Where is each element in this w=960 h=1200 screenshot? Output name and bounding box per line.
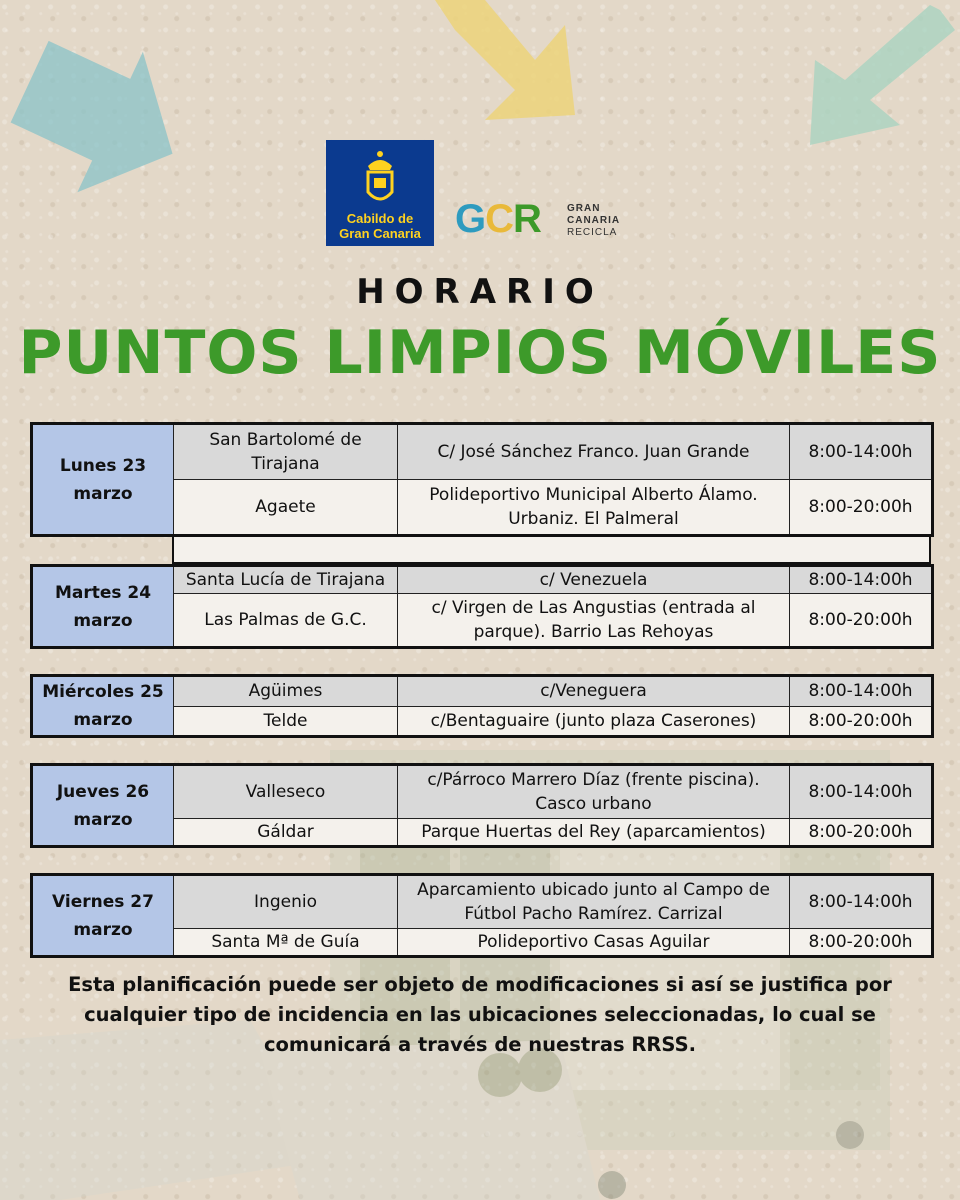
municipio-cell: Ingenio — [174, 875, 398, 929]
table-row — [32, 566, 933, 594]
municipio-cell: Agüimes — [174, 676, 398, 707]
day-label-line1: Jueves 26 — [56, 781, 150, 802]
day-table-jueves — [30, 763, 934, 848]
day-label — [32, 676, 174, 737]
table-spacer — [172, 537, 931, 564]
ubicacion-cell: Parque Huertas del Rey (aparcamientos) — [398, 819, 790, 847]
horario-cell: 8:00-20:00h — [790, 480, 933, 536]
day-label-line2: marzo — [73, 919, 133, 940]
day-label-line2: marzo — [73, 809, 133, 830]
schedule — [30, 422, 931, 958]
cabildo-logo-line1: Cabildo de — [346, 211, 414, 226]
ubicacion-cell: c/Veneguera — [398, 676, 790, 707]
coat-of-arms-icon — [360, 148, 400, 210]
ubicacion-cell: c/Párroco Marrero Díaz (frente piscina). Casco urbano — [398, 765, 790, 819]
ubicacion-cell: C/ José Sánchez Franco. Juan Grande — [398, 424, 790, 480]
gcr-sub-recicla: RECICLA — [567, 227, 618, 238]
day-table-viernes — [30, 873, 934, 958]
horario-cell: 8:00-20:00h — [790, 706, 933, 737]
table-gap — [30, 738, 931, 763]
ubicacion-cell: Polideportivo Municipal Alberto Álamo. Urbaniz. El Palmeral — [398, 480, 790, 536]
municipio-cell: Agaete — [174, 480, 398, 536]
day-label-line1: Lunes 23 — [59, 455, 147, 476]
municipio-cell: Las Palmas de G.C. — [174, 594, 398, 648]
table-row — [32, 424, 933, 480]
gcr-letter-g: G — [455, 197, 486, 241]
day-label-line1: Martes 24 — [54, 582, 152, 603]
decorative-arrow-teal-right-icon — [790, 0, 960, 155]
day-label-line2: marzo — [73, 483, 133, 504]
day-label — [32, 875, 174, 957]
gcr-sub-gran: GRAN — [567, 203, 601, 214]
ubicacion-cell: Polideportivo Casas Aguilar — [398, 929, 790, 957]
horario-cell: 8:00-14:00h — [790, 676, 933, 707]
gran-canaria-recicla-logo — [455, 195, 625, 245]
horario-cell: 8:00-14:00h — [790, 875, 933, 929]
table-row — [32, 676, 933, 707]
day-label — [32, 566, 174, 648]
day-label-line1: Viernes 27 — [52, 891, 154, 912]
municipio-cell: Telde — [174, 706, 398, 737]
decorative-arrow-blue-left-icon — [0, 30, 190, 200]
cabildo-logo-line2: Gran Canaria — [339, 226, 421, 241]
cabildo-logo — [326, 140, 434, 246]
page-title: PUNTOS LIMPIOS MÓVILES — [18, 318, 942, 388]
day-label-line1: Miércoles 25 — [42, 682, 164, 702]
day-label-line2: marzo — [73, 710, 133, 730]
decorative-arrow-yellow-icon — [415, 0, 625, 130]
ubicacion-cell: c/ Venezuela — [398, 566, 790, 594]
day-table-miercoles — [30, 674, 934, 738]
ubicacion-cell: c/ Virgen de Las Angustias (entrada al parque). Barrio Las Rehoyas — [398, 594, 790, 648]
table-row — [32, 765, 933, 819]
day-label-line2: marzo — [73, 610, 133, 631]
municipio-cell: Santa Mª de Guía — [174, 929, 398, 957]
day-table-lunes — [30, 422, 934, 537]
ubicacion-cell: Aparcamiento ubicado junto al Campo de Fútbol Pacho Ramírez. Carrizal — [398, 875, 790, 929]
gcr-letter-c: C — [485, 197, 514, 241]
day-label — [32, 424, 174, 536]
footer-note: Esta planificación puede ser objeto de modificaciones si así se justifica por cualquier tipo de incidencia en las ubicaciones seleccionadas, lo cual se comunicará a través de nuestras RRSS. — [68, 973, 892, 1056]
municipio-cell: Santa Lucía de Tirajana — [174, 566, 398, 594]
table-gap — [30, 848, 931, 873]
gcr-letter-r: R — [513, 197, 541, 241]
day-table-martes — [30, 564, 934, 649]
municipio-cell: San Bartolomé de Tirajana — [174, 424, 398, 480]
horario-cell: 8:00-14:00h — [790, 765, 933, 819]
municipio-cell: Valleseco — [174, 765, 398, 819]
gcr-letters — [455, 197, 541, 241]
table-gap — [30, 649, 931, 674]
horario-cell: 8:00-14:00h — [790, 424, 933, 480]
horario-cell: 8:00-20:00h — [790, 594, 933, 648]
municipio-cell: Gáldar — [174, 819, 398, 847]
horario-cell: 8:00-20:00h — [790, 929, 933, 957]
horario-cell: 8:00-14:00h — [790, 566, 933, 594]
gcr-subtitle — [567, 203, 620, 239]
page-subtitle: HORARIO — [356, 272, 604, 312]
horario-cell: 8:00-20:00h — [790, 819, 933, 847]
gcr-sub-canaria: CANARIA — [567, 215, 621, 226]
day-label — [32, 765, 174, 847]
ubicacion-cell: c/Bentaguaire (junto plaza Caserones) — [398, 706, 790, 737]
table-row — [32, 875, 933, 929]
